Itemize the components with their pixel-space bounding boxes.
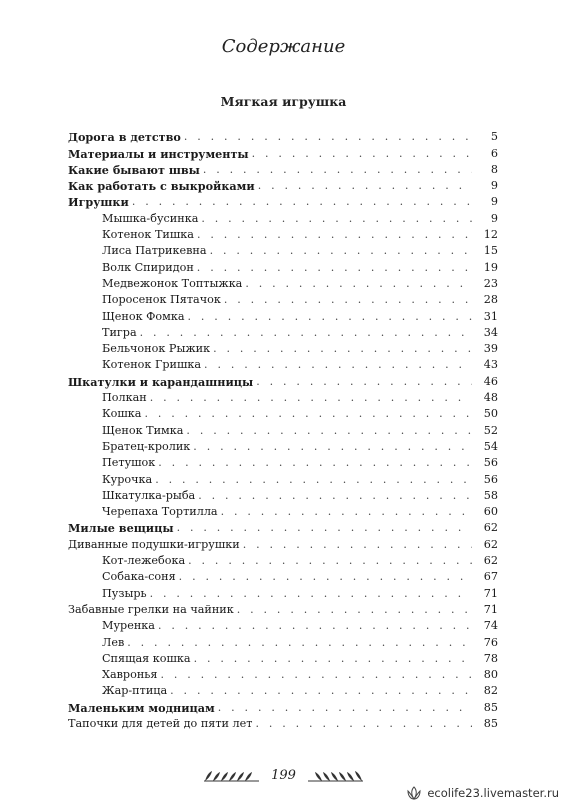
- toc-entry-title: Игрушки: [68, 195, 129, 210]
- page-footer: [0, 768, 567, 783]
- toc-entry-page: 31: [483, 309, 498, 323]
- toc-entry-title: Шкатулки и карандашницы: [68, 374, 254, 389]
- toc-entry-title: Материалы и инструменты: [68, 146, 249, 161]
- dot-leader: [193, 440, 472, 454]
- toc-entry-title: Дорога в детство: [68, 130, 181, 145]
- toc-entry-page: 54: [483, 439, 498, 453]
- toc-entry-title: Тигра: [102, 325, 137, 339]
- toc-entry-title: Котенок Тишка: [102, 228, 194, 242]
- dot-leader: [177, 521, 472, 535]
- toc-entry: [68, 487, 498, 503]
- toc-entry-title: Тапочки для детей до пяти лет: [68, 716, 253, 730]
- toc-entry: [68, 421, 498, 437]
- dot-leader: [218, 701, 472, 715]
- toc-entry: [68, 307, 498, 323]
- dot-leader: [158, 619, 472, 633]
- leaf-ornament-icon: [306, 770, 364, 782]
- dot-leader: [210, 244, 472, 258]
- toc-entry-page: 5: [490, 130, 498, 144]
- toc-entry-page: 48: [483, 391, 498, 405]
- toc-entry: [68, 242, 498, 258]
- toc-entry: [68, 601, 498, 617]
- dot-leader: [155, 473, 472, 487]
- toc-entry-page: 19: [483, 260, 498, 274]
- table-of-contents: [68, 128, 498, 731]
- toc-entry-title: Волк Спиридон: [102, 260, 194, 274]
- dot-leader: [140, 326, 472, 340]
- dot-leader: [204, 358, 472, 372]
- toc-entry-title: Медвежонок Топтыжка: [102, 276, 243, 290]
- toc-entry-title: Маленьким модницам: [68, 700, 215, 715]
- toc-entry: [68, 470, 498, 486]
- contents-heading: Содержание: [221, 36, 346, 57]
- toc-entry: [68, 177, 498, 193]
- dot-leader: [144, 407, 472, 421]
- toc-entry-page: 8: [490, 162, 498, 176]
- dot-leader: [243, 538, 472, 552]
- dot-leader: [184, 130, 472, 144]
- toc-entry: [68, 568, 498, 584]
- toc-entry-title: Курочка: [102, 472, 153, 486]
- toc-entry: [68, 226, 498, 242]
- section-title: Мягкая игрушка: [220, 94, 347, 109]
- dot-leader: [194, 652, 472, 666]
- watermark: [406, 786, 559, 800]
- toc-entry-page: 76: [483, 635, 498, 649]
- toc-entry-page: 52: [483, 423, 498, 437]
- toc-entry: [68, 715, 498, 731]
- dot-leader: [237, 603, 472, 617]
- toc-entry: [68, 698, 498, 714]
- toc-entry-title: Бельчонок Рыжик: [102, 342, 211, 356]
- leaf-ornament-icon: [203, 770, 261, 782]
- lotus-logo-icon: [406, 786, 422, 800]
- toc-entry-title: Кошка: [102, 407, 142, 421]
- toc-entry: [68, 519, 498, 535]
- toc-entry: [68, 372, 498, 388]
- toc-entry: [68, 617, 498, 633]
- dot-leader: [197, 228, 472, 242]
- dot-leader: [255, 717, 472, 731]
- toc-entry: [68, 438, 498, 454]
- toc-entry-title: Поросенок Пятачок: [102, 293, 221, 307]
- toc-entry: [68, 584, 498, 600]
- dot-leader: [170, 684, 472, 698]
- toc-entry-page: 62: [483, 537, 498, 551]
- dot-leader: [132, 195, 472, 209]
- toc-entry-page: 15: [483, 244, 498, 258]
- dot-leader: [224, 293, 472, 307]
- toc-entry: [68, 144, 498, 160]
- toc-entry: [68, 389, 498, 405]
- toc-entry-page: 43: [483, 358, 498, 372]
- toc-entry-title: Муренка: [102, 619, 155, 633]
- dot-leader: [127, 636, 472, 650]
- toc-entry: [68, 128, 498, 144]
- toc-entry-title: Лев: [102, 635, 125, 649]
- dot-leader: [160, 668, 472, 682]
- toc-entry-page: 9: [490, 195, 498, 209]
- toc-entry-page: 60: [483, 505, 498, 519]
- dot-leader: [150, 587, 472, 601]
- toc-entry: [68, 209, 498, 225]
- toc-entry-title: Полкан: [102, 391, 147, 405]
- dot-leader: [252, 147, 472, 161]
- toc-entry: [68, 535, 498, 551]
- dot-leader: [188, 310, 472, 324]
- toc-entry-title: Жар-птица: [102, 684, 168, 698]
- toc-entry-page: 85: [483, 700, 498, 714]
- toc-entry-title: Забавные грелки на чайник: [68, 602, 234, 616]
- toc-entry-page: 46: [483, 374, 498, 388]
- toc-entry-title: Черепаха Тортилла: [102, 505, 218, 519]
- toc-entry-title: Пузырь: [102, 586, 147, 600]
- dot-leader: [188, 554, 472, 568]
- dot-leader: [258, 179, 472, 193]
- dot-leader: [245, 277, 472, 291]
- toc-entry: [68, 275, 498, 291]
- toc-entry: [68, 503, 498, 519]
- dot-leader: [256, 375, 472, 389]
- toc-entry-title: Шкатулка-рыба: [102, 488, 196, 502]
- watermark-text: ecolife23.livemaster.ru: [427, 786, 559, 800]
- toc-entry-page: 6: [490, 146, 498, 160]
- toc-entry: [68, 682, 498, 698]
- dot-leader: [186, 424, 472, 438]
- toc-entry: [68, 454, 498, 470]
- toc-entry-page: 74: [483, 619, 498, 633]
- toc-entry-page: 62: [483, 554, 498, 568]
- toc-entry-title: Как работать с выкройками: [68, 179, 255, 194]
- toc-entry-title: Щенок Тимка: [102, 423, 184, 437]
- toc-entry-title: Петушок: [102, 456, 156, 470]
- toc-entry-title: Какие бывают швы: [68, 162, 200, 177]
- toc-entry-page: 85: [483, 716, 498, 730]
- toc-entry-page: 62: [483, 521, 498, 535]
- page-number: 199: [271, 768, 296, 783]
- dot-leader: [201, 212, 472, 226]
- toc-entry-page: 82: [483, 684, 498, 698]
- toc-entry: [68, 340, 498, 356]
- toc-entry-page: 71: [483, 586, 498, 600]
- toc-entry-title: Кот-лежебока: [102, 554, 186, 568]
- dot-leader: [203, 163, 472, 177]
- toc-entry: [68, 633, 498, 649]
- toc-entry-title: Милые вещицы: [68, 521, 174, 536]
- toc-entry: [68, 161, 498, 177]
- dot-leader: [197, 261, 472, 275]
- toc-entry-title: Мышка-бусинка: [102, 211, 199, 225]
- toc-entry-page: 78: [483, 651, 498, 665]
- toc-entry-title: Собака-соня: [102, 570, 176, 584]
- toc-entry: [68, 552, 498, 568]
- toc-entry-page: 28: [483, 293, 498, 307]
- toc-entry-page: 23: [483, 276, 498, 290]
- toc-entry: [68, 405, 498, 421]
- dot-leader: [213, 342, 472, 356]
- toc-entry-title: Спящая кошка: [102, 651, 191, 665]
- toc-entry-page: 39: [483, 342, 498, 356]
- toc-entry-page: 50: [483, 407, 498, 421]
- toc-entry-title: Хавронья: [102, 668, 158, 682]
- toc-entry-page: 56: [483, 472, 498, 486]
- toc-entry: [68, 356, 498, 372]
- toc-entry-title: Лиса Патрикевна: [102, 244, 207, 258]
- toc-entry: [68, 193, 498, 209]
- toc-entry-page: 9: [490, 179, 498, 193]
- toc-entry-title: Котенок Гришка: [102, 358, 202, 372]
- toc-entry: [68, 324, 498, 340]
- toc-entry: [68, 650, 498, 666]
- toc-entry-title: Щенок Фомка: [102, 309, 185, 323]
- toc-entry-page: 71: [483, 602, 498, 616]
- toc-entry-title: Братец-кролик: [102, 439, 191, 453]
- toc-entry-page: 9: [490, 211, 498, 225]
- toc-entry-page: 80: [483, 668, 498, 682]
- toc-entry-page: 67: [483, 570, 498, 584]
- toc-entry: [68, 666, 498, 682]
- dot-leader: [221, 505, 472, 519]
- dot-leader: [179, 570, 472, 584]
- toc-entry-page: 34: [483, 325, 498, 339]
- dot-leader: [158, 456, 472, 470]
- toc-entry-page: 58: [483, 488, 498, 502]
- dot-leader: [198, 489, 472, 503]
- toc-entry: [68, 258, 498, 274]
- toc-entry-title: Диванные подушки-игрушки: [68, 537, 240, 551]
- dot-leader: [150, 391, 472, 405]
- toc-entry-page: 12: [483, 228, 498, 242]
- toc-entry-page: 56: [483, 456, 498, 470]
- toc-entry: [68, 291, 498, 307]
